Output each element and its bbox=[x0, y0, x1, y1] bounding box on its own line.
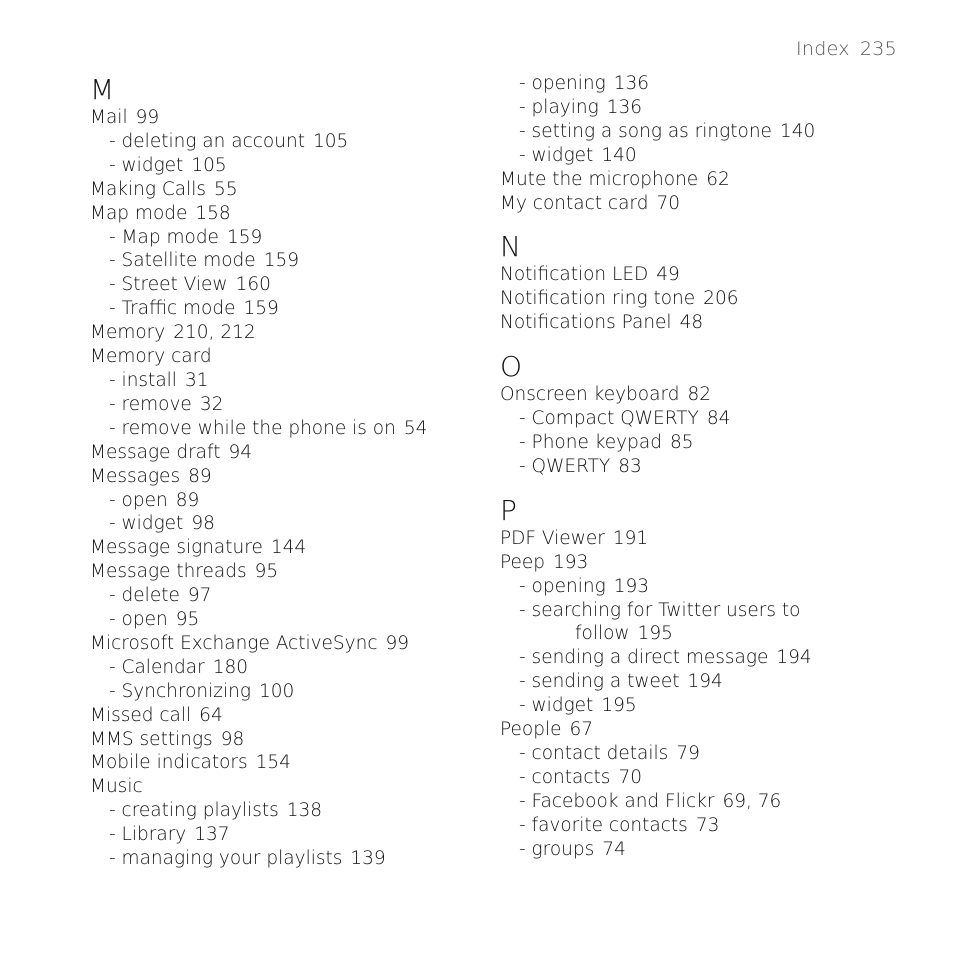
group-spacer bbox=[500, 335, 920, 349]
index-entry bbox=[90, 345, 510, 369]
entry-page-ref: 74 bbox=[602, 838, 626, 860]
entry-page-ref: 159 bbox=[226, 226, 263, 248]
page-header bbox=[796, 38, 897, 60]
entry-page-ref: 55 bbox=[214, 178, 238, 200]
entry-page-ref: 98 bbox=[220, 728, 245, 750]
entry-term: Notification ring tone bbox=[500, 288, 696, 310]
entry-term: - Library bbox=[109, 824, 187, 846]
entry-term: Messages bbox=[90, 465, 181, 487]
index-subentry bbox=[500, 120, 920, 144]
index-subentry bbox=[90, 130, 510, 154]
entry-page-ref: 105 bbox=[191, 154, 227, 176]
index-entry bbox=[90, 178, 510, 202]
index-subentry bbox=[500, 72, 920, 96]
entry-page-ref: 70 bbox=[656, 192, 680, 214]
entry-page-ref: 193 bbox=[553, 551, 589, 573]
index-entry bbox=[90, 202, 510, 226]
entry-page-ref: 159 bbox=[263, 250, 299, 272]
entry-term: - QWERTY bbox=[519, 455, 611, 477]
entry-term: People bbox=[500, 719, 562, 741]
entry-term: - opening bbox=[519, 575, 606, 597]
entry-page-ref: 138 bbox=[286, 800, 323, 822]
entry-page-ref: 195 bbox=[601, 695, 637, 717]
entry-page-ref: 79 bbox=[676, 742, 700, 764]
entry-term: Onscreen keyboard bbox=[500, 384, 680, 406]
index-subentry bbox=[90, 847, 510, 871]
entry-term: - favorite contacts bbox=[519, 814, 688, 836]
entry-term: - Traffic mode bbox=[109, 298, 236, 320]
entry-term: Memory card bbox=[90, 346, 212, 368]
index-entry bbox=[90, 536, 510, 560]
index-subentry bbox=[90, 393, 510, 417]
index-subentry bbox=[90, 799, 510, 823]
entry-page-ref: 191 bbox=[612, 527, 649, 549]
entry-term: - remove while the phone is on bbox=[109, 417, 396, 439]
index-subentry bbox=[500, 407, 920, 431]
entry-term: - contacts bbox=[519, 766, 611, 788]
index-entry bbox=[90, 632, 510, 656]
entry-term: - Map mode bbox=[109, 226, 219, 248]
entry-page-ref: 82 bbox=[687, 384, 712, 406]
index-subentry bbox=[90, 512, 510, 536]
index-subentry bbox=[500, 599, 920, 623]
index-entry bbox=[500, 287, 920, 311]
index-subentry bbox=[500, 96, 920, 120]
index-subentry bbox=[500, 814, 920, 838]
entry-page-ref: 158 bbox=[195, 202, 231, 224]
entry-term: Message signature bbox=[90, 537, 263, 559]
index-subentry bbox=[90, 273, 510, 297]
entry-page-ref: 210, 212 bbox=[173, 322, 256, 344]
index-entry bbox=[90, 321, 510, 345]
entry-page-ref: 144 bbox=[270, 537, 307, 559]
index-entry bbox=[90, 775, 510, 799]
entry-page-ref: 139 bbox=[350, 848, 386, 870]
entry-page-ref: 100 bbox=[258, 680, 295, 702]
entry-term: MMS settings bbox=[90, 728, 213, 750]
entry-page-ref: 195 bbox=[637, 623, 673, 645]
entry-page-ref: 70 bbox=[618, 766, 642, 788]
entry-term: Microsoft Exchange ActiveSync bbox=[90, 632, 378, 654]
entry-term: Music bbox=[90, 776, 143, 798]
index-letter-heading: O bbox=[500, 350, 523, 384]
entry-page-ref: 140 bbox=[779, 120, 816, 142]
index-subentry bbox=[500, 670, 920, 694]
entry-term: Missed call bbox=[90, 704, 192, 726]
index-subentry bbox=[90, 249, 510, 273]
entry-term: - playing bbox=[519, 96, 599, 118]
index-letter-heading: M bbox=[90, 73, 115, 106]
index-entry bbox=[500, 718, 920, 742]
entry-term: My contact card bbox=[500, 192, 649, 214]
entry-page-ref: 89 bbox=[175, 489, 200, 511]
entry-term: - Calendar bbox=[109, 656, 205, 678]
entry-page-ref: 97 bbox=[187, 585, 212, 607]
index-subentry bbox=[500, 622, 920, 646]
entry-term: Making Calls bbox=[90, 178, 207, 200]
entry-page-ref: 94 bbox=[228, 441, 252, 463]
index-column-left bbox=[90, 72, 510, 871]
index-entry bbox=[500, 527, 920, 551]
entry-term: - deleting an account bbox=[109, 130, 305, 152]
entry-term: Notification LED bbox=[500, 264, 649, 286]
entry-page-ref: 98 bbox=[191, 513, 215, 535]
entry-page-ref: 160 bbox=[235, 274, 271, 296]
entry-page-ref: 67 bbox=[569, 719, 594, 741]
entry-page-ref: 95 bbox=[254, 561, 279, 583]
index-subentry bbox=[500, 838, 920, 862]
entry-term: - widget bbox=[519, 144, 594, 166]
entry-page-ref: 49 bbox=[656, 264, 680, 286]
entry-term: - contact details bbox=[519, 742, 669, 764]
entry-term: Message threads bbox=[90, 561, 247, 583]
index-entry bbox=[500, 168, 920, 192]
entry-term: - widget bbox=[109, 154, 184, 176]
entry-term: - creating playlists bbox=[109, 800, 279, 822]
entry-term: Mobile indicators bbox=[90, 752, 248, 774]
entry-term: - delete bbox=[109, 585, 180, 607]
entry-term: - open bbox=[109, 609, 168, 631]
index-subentry bbox=[500, 790, 920, 814]
entry-term: - setting a song as ringtone bbox=[519, 120, 772, 142]
entry-page-ref: 137 bbox=[194, 824, 230, 846]
index-subentry bbox=[90, 584, 510, 608]
index-subentry bbox=[90, 680, 510, 704]
entry-term: Memory bbox=[90, 322, 166, 344]
index-subentry bbox=[90, 369, 510, 393]
entry-term: follow bbox=[575, 623, 630, 645]
entry-page-ref: 159 bbox=[243, 298, 279, 320]
entry-term: - Street View bbox=[109, 274, 228, 296]
entry-page-ref: 83 bbox=[618, 455, 642, 477]
entry-term: - sending a tweet bbox=[519, 671, 680, 693]
entry-page-ref: 69, 76 bbox=[722, 790, 782, 812]
entry-page-ref: 89 bbox=[188, 465, 212, 487]
entry-term: PDF Viewer bbox=[500, 527, 605, 549]
page-number: 235 bbox=[859, 38, 897, 60]
entry-page-ref: 62 bbox=[706, 168, 730, 190]
entry-page-ref: 180 bbox=[212, 656, 249, 678]
index-subentry bbox=[90, 656, 510, 680]
entry-page-ref: 193 bbox=[613, 575, 650, 597]
entry-term: - Compact QWERTY bbox=[519, 408, 699, 430]
entry-page-ref: 54 bbox=[403, 417, 428, 439]
index-subentry bbox=[90, 154, 510, 178]
index-subentry bbox=[500, 766, 920, 790]
entry-page-ref: 48 bbox=[679, 312, 704, 334]
entry-term: - sending a direct message bbox=[519, 647, 769, 669]
index-column-right bbox=[500, 72, 920, 861]
entry-page-ref: 140 bbox=[601, 144, 637, 166]
index-entry bbox=[500, 192, 920, 216]
index-entry bbox=[500, 263, 920, 287]
index-subentry bbox=[90, 823, 510, 847]
entry-page-ref: 95 bbox=[175, 609, 200, 631]
index-subentry bbox=[500, 575, 920, 599]
index-entry bbox=[90, 106, 510, 130]
entry-term: - Phone keypad bbox=[519, 431, 662, 453]
entry-page-ref: 31 bbox=[184, 369, 209, 391]
entry-term: Message draft bbox=[90, 441, 221, 463]
index-entry bbox=[90, 560, 510, 584]
entry-page-ref: 154 bbox=[255, 752, 291, 774]
index-subentry bbox=[500, 431, 920, 455]
index-subentry bbox=[500, 144, 920, 168]
header-label: Index bbox=[796, 38, 850, 60]
index-letter-heading: N bbox=[500, 230, 521, 264]
entry-term: - Facebook and Flickr bbox=[519, 790, 715, 812]
index-subentry bbox=[90, 608, 510, 632]
entry-page-ref: 206 bbox=[703, 288, 739, 310]
entry-page-ref: 99 bbox=[385, 632, 410, 654]
index-subentry bbox=[90, 489, 510, 513]
index-subentry bbox=[500, 455, 920, 479]
index-subentry bbox=[500, 646, 920, 670]
index-entry bbox=[500, 383, 920, 407]
index-entry bbox=[90, 751, 510, 775]
entry-page-ref: 84 bbox=[706, 408, 731, 430]
entry-page-ref: 136 bbox=[613, 73, 650, 94]
entry-page-ref: 64 bbox=[199, 704, 223, 726]
group-spacer bbox=[500, 215, 920, 229]
entry-term: Mail bbox=[90, 107, 128, 128]
index-entry bbox=[90, 728, 510, 752]
entry-term: - opening bbox=[519, 73, 606, 94]
index-entry bbox=[500, 551, 920, 575]
entry-page-ref: 32 bbox=[199, 393, 224, 415]
entry-term: - install bbox=[109, 369, 177, 391]
index-entry bbox=[90, 441, 510, 465]
entry-term: - searching for Twitter users to bbox=[519, 599, 801, 621]
index-entry bbox=[90, 704, 510, 728]
entry-page-ref: 194 bbox=[776, 647, 812, 669]
entry-term: Peep bbox=[500, 551, 546, 573]
entry-term: Map mode bbox=[90, 202, 188, 224]
index-subentry bbox=[500, 742, 920, 766]
entry-term: - remove bbox=[109, 393, 192, 415]
entry-term: - widget bbox=[109, 513, 184, 535]
index-entry bbox=[90, 465, 510, 489]
entry-term: - Synchronizing bbox=[109, 680, 251, 702]
entry-page-ref: 99 bbox=[135, 107, 160, 128]
entry-term: Notifications Panel bbox=[500, 312, 672, 334]
entry-term: - managing your playlists bbox=[109, 848, 343, 870]
entry-term: Mute the microphone bbox=[500, 168, 699, 190]
entry-page-ref: 136 bbox=[606, 96, 643, 118]
group-spacer bbox=[500, 479, 920, 493]
index-subentry bbox=[500, 694, 920, 718]
entry-page-ref: 105 bbox=[312, 130, 349, 152]
entry-term: - widget bbox=[519, 695, 594, 717]
index-subentry bbox=[90, 226, 510, 250]
entry-term: - Satellite mode bbox=[109, 250, 256, 272]
entry-page-ref: 73 bbox=[695, 814, 720, 836]
index-letter-heading: P bbox=[500, 493, 517, 527]
index-subentry bbox=[90, 297, 510, 321]
entry-term: - groups bbox=[519, 838, 595, 860]
entry-term: - open bbox=[109, 489, 168, 511]
entry-page-ref: 194 bbox=[687, 671, 723, 693]
index-entry bbox=[500, 311, 920, 335]
index-subentry bbox=[90, 417, 510, 441]
entry-page-ref: 85 bbox=[669, 431, 694, 453]
